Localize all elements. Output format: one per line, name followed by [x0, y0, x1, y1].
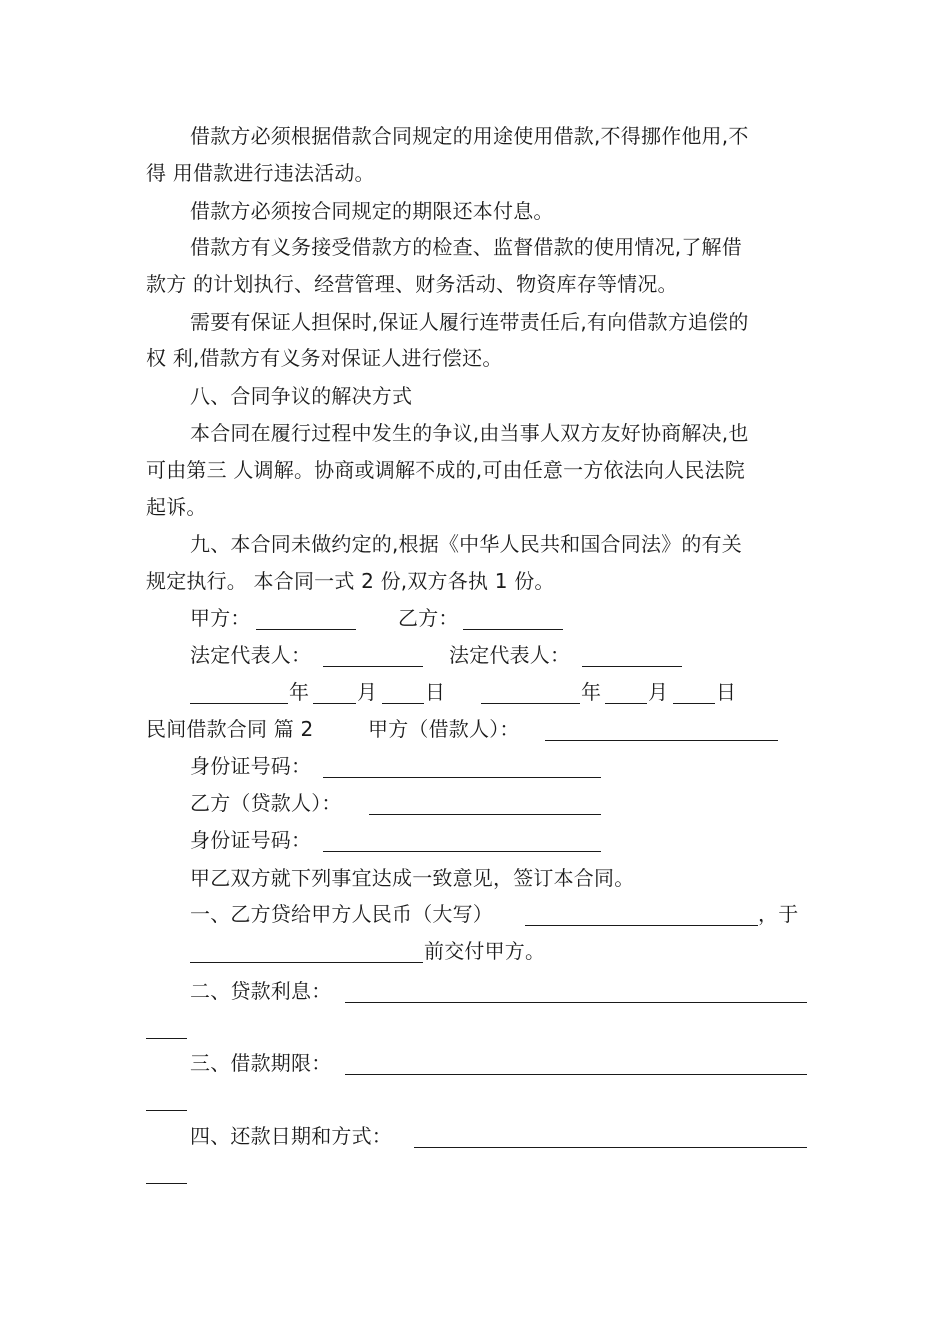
month-b-blank — [605, 683, 647, 704]
rep-b-blank — [582, 646, 682, 667]
item3-label: 三、借款期限： — [190, 1051, 332, 1075]
day-a-label: 日 — [425, 680, 446, 704]
party-a-label: 甲方： — [190, 606, 251, 630]
paragraph-line: 规定执行。 本合同一式 2 份,双方各执 1 份。 — [146, 569, 555, 593]
term-blank-cont — [146, 1090, 187, 1111]
item1-end: 前交付甲方。 — [424, 939, 546, 963]
paragraph-line: 起诉。 — [146, 495, 207, 519]
paragraph-line: 可由第三 人调解。协商或调解不成的,可由任意一方依法向人民法院 — [146, 458, 745, 482]
paragraph-line: 本合同在履行过程中发生的争议,由当事人双方友好协商解决,也 — [190, 421, 749, 445]
paragraph-line: 借款方必须按合同规定的期限还本付息。 — [190, 199, 554, 223]
item1-suffix: ，于 — [758, 902, 799, 926]
lender-label: 乙方（贷款人）： — [190, 791, 342, 815]
day-b-label: 日 — [716, 680, 737, 704]
rep-b-label: 法定代表人： — [449, 643, 571, 667]
year-b-label: 年 — [581, 680, 602, 704]
paragraph-line: 得 用借款进行违法活动。 — [146, 161, 375, 185]
term-blank — [345, 1054, 807, 1075]
month-a-blank — [313, 683, 356, 704]
paragraph-line: 九、本合同未做约定的,根据《中华人民共和国合同法》的有关 — [190, 532, 742, 556]
agreement-line: 甲乙双方就下列事宜达成一致意见，签订本合同。 — [190, 866, 635, 890]
id-number-label: 身份证号码： — [190, 828, 312, 852]
paragraph-line: 权 利,借款方有义务对保证人进行偿还。 — [146, 346, 503, 370]
year-a-label: 年 — [289, 680, 310, 704]
interest-blank-cont — [146, 1018, 187, 1039]
borrower-blank — [545, 720, 778, 741]
year-a-blank — [190, 683, 288, 704]
section-heading: 八、合同争议的解决方式 — [190, 384, 413, 408]
borrower-label: 甲方（借款人）： — [368, 717, 520, 741]
paragraph-line: 借款方有义务接受借款方的检查、监督借款的使用情况,了解借 — [190, 235, 742, 259]
amount-blank — [525, 905, 758, 926]
month-a-label: 月 — [357, 680, 378, 704]
lender-blank — [369, 794, 601, 815]
item2-label: 二、贷款利息： — [190, 979, 332, 1003]
interest-blank — [345, 982, 807, 1003]
rep-a-label: 法定代表人： — [190, 643, 312, 667]
paragraph-line: 需要有保证人担保时,保证人履行连带责任后,有向借款方追偿的 — [190, 310, 749, 334]
item4-label: 四、还款日期和方式： — [190, 1124, 392, 1148]
party-a-blank — [256, 609, 356, 630]
repayment-blank-cont — [146, 1163, 187, 1184]
day-a-blank — [382, 683, 424, 704]
month-b-label: 月 — [648, 680, 669, 704]
year-b-blank — [481, 683, 580, 704]
id-number-blank — [323, 831, 601, 852]
paragraph-line: 款方 的计划执行、经营管理、财务活动、物资库存等情况。 — [146, 272, 678, 296]
rep-a-blank — [323, 646, 423, 667]
delivery-date-blank — [190, 942, 423, 963]
repayment-blank — [414, 1127, 807, 1148]
party-b-label: 乙方： — [398, 606, 459, 630]
id-number-label: 身份证号码： — [190, 754, 312, 778]
day-b-blank — [673, 683, 715, 704]
party-b-blank — [463, 609, 563, 630]
item1-label: 一、乙方贷给甲方人民币（大写） — [190, 902, 493, 926]
id-number-blank — [323, 757, 601, 778]
contract2-title: 民间借款合同 篇 2 — [146, 717, 314, 741]
paragraph-line: 借款方必须根据借款合同规定的用途使用借款,不得挪作他用,不 — [190, 124, 749, 148]
